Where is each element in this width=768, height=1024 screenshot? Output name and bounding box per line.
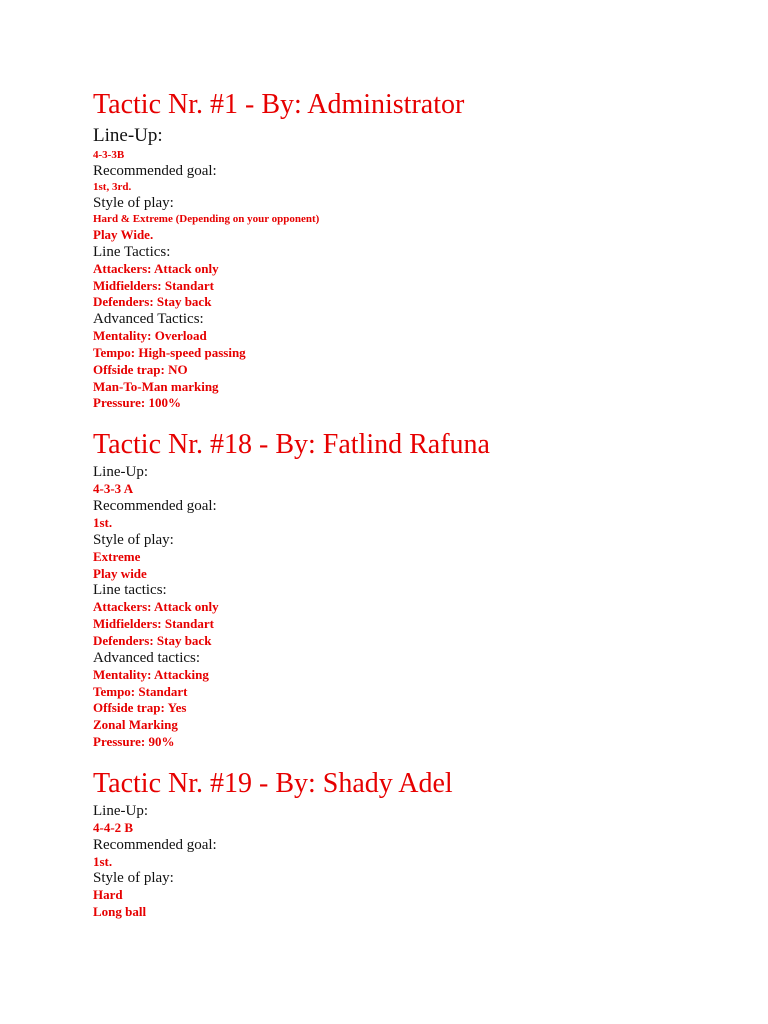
tactic-title: Tactic Nr. #19 - By: Shady Adel: [93, 767, 453, 799]
style-value: Extreme: [93, 548, 141, 564]
lineup-value: 4-3-3 A: [93, 481, 134, 497]
advanced-tactic-item: Pressure: 90%: [93, 733, 175, 749]
goal-value: 1st.: [93, 853, 113, 869]
style-value: Hard & Extreme (Depending on your opponent): [93, 213, 320, 225]
line-tactics-label: Line tactics:: [93, 582, 167, 599]
style-label: Style of play:: [93, 195, 174, 211]
advanced-tactic-item: Offside trap: NO: [93, 361, 188, 377]
lineup-value: 4-3-3B: [93, 149, 125, 161]
line-tactic-item: Defenders: Stay back: [93, 632, 212, 648]
advanced-tactic-item: Offside trap: Yes: [93, 700, 187, 716]
line-tactic-item: Midfielders: Standart: [93, 616, 214, 632]
line-tactic-item: Attackers: Attack only: [93, 260, 219, 276]
tactic-1: [93, 86, 768, 412]
advanced-tactic-item: Man-To-Man marking: [93, 378, 219, 394]
tactic-19: [93, 765, 768, 921]
line-tactic-item: Attackers: Attack only: [93, 599, 219, 615]
advanced-tactic-item: Tempo: High-speed passing: [93, 344, 246, 360]
style-value: Long ball: [93, 904, 147, 920]
advanced-tactic-item: Tempo: Standart: [93, 683, 188, 699]
style-label: Style of play:: [93, 531, 174, 548]
advanced-tactics-label: Advanced tactics:: [93, 649, 201, 666]
advanced-tactic-item: Mentality: Attacking: [93, 666, 209, 682]
lineup-label: Line-Up:: [93, 464, 148, 481]
style-value: Play Wide.: [93, 227, 154, 242]
advanced-tactic-item: Pressure: 100%: [93, 395, 181, 411]
goal-label: Recommended goal:: [93, 163, 217, 179]
tactic-18: [93, 426, 768, 751]
goal-label: Recommended goal:: [93, 497, 217, 514]
advanced-tactic-item: Mentality: Overload: [93, 328, 207, 344]
lineup-label: Line-Up:: [93, 125, 163, 146]
advanced-tactics-label: Advanced Tactics:: [93, 311, 204, 328]
goal-value: 1st.: [93, 514, 113, 530]
tactic-title: Tactic Nr. #18 - By: Fatlind Rafuna: [93, 429, 490, 461]
line-tactic-item: Defenders: Stay back: [93, 294, 212, 310]
style-value: Hard: [93, 887, 123, 903]
line-tactic-item: Midfielders: Standart: [93, 277, 214, 293]
goal-value: 1st, 3rd.: [93, 181, 132, 193]
goal-label: Recommended goal:: [93, 836, 217, 853]
advanced-tactic-item: Zonal Marking: [93, 717, 178, 733]
lineup-value: 4-4-2 B: [93, 819, 134, 835]
style-label: Style of play:: [93, 870, 174, 887]
tactic-title: Tactic Nr. #1 - By: Administrator: [93, 89, 465, 120]
style-value: Play wide: [93, 565, 147, 581]
line-tactics-label: Line Tactics:: [93, 243, 171, 260]
lineup-label: Line-Up:: [93, 802, 148, 819]
